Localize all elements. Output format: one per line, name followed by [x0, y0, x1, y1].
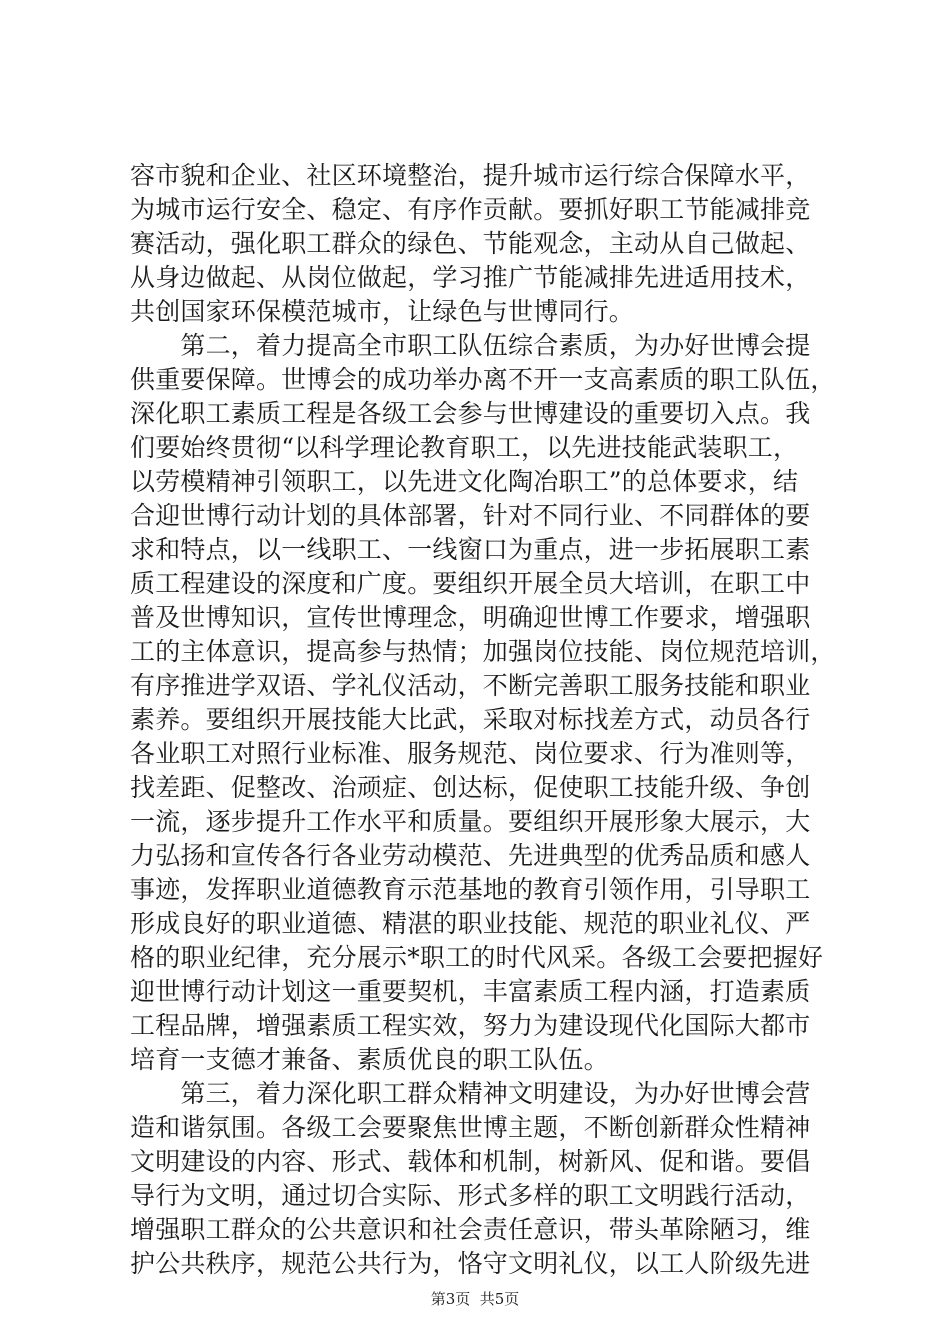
text-line: 从身边做起、从岗位做起，学习推广节能减排先进适用技术，: [130, 263, 811, 292]
document-body: [130, 159, 835, 1281]
text-line: 深化职工素质工程是各级工会参与世博建设的重要切入点。我: [130, 399, 811, 428]
text-line: 容市貌和企业、社区环境整治，提升城市运行综合保障水平，: [130, 161, 811, 190]
text-line: 力弘扬和宣传各行各业劳动模范、先进典型的优秀品质和感人: [130, 841, 811, 870]
text-line: 求和特点，以一线职工、一线窗口为重点，进一步拓展职工素: [130, 535, 811, 564]
text-line: 护公共秩序，规范公共行为，恪守文明礼仪，以工人阶级先进: [130, 1249, 811, 1278]
text-line: 供重要保障。世博会的成功举办离不开一支高素质的职工队伍，: [130, 365, 836, 394]
text-line: 培育一支德才兼备、素质优良的职工队伍。: [130, 1045, 609, 1074]
text-line: 们要始终贯彻“以科学理论教育职工，以先进技能武装职工，: [130, 433, 799, 462]
text-line: 文明建设的内容、形式、载体和机制，树新风、促和谐。要倡: [130, 1147, 811, 1176]
text-line: 第二，着力提高全市职工队伍综合素质，为办好世博会提: [130, 331, 811, 360]
text-line: 合迎世博行动计划的具体部署，针对不同行业、不同群体的要: [130, 501, 811, 530]
text-line: 迎世博行动计划这一重要契机，丰富素质工程内涵，打造素质: [130, 977, 811, 1006]
text-line: 素养。要组织开展技能大比武，采取对标找差方式，动员各行: [130, 705, 811, 734]
text-line: 形成良好的职业道德、精湛的职业技能、规范的职业礼仪、严: [130, 909, 811, 938]
text-line: 共创国家环保模范城市，让绿色与世博同行。: [130, 297, 635, 326]
text-line: 工程品牌，增强素质工程实效，努力为建设现代化国际大都市: [130, 1011, 811, 1040]
text-line: 第三，着力深化职工群众精神文明建设，为办好世博会营: [130, 1079, 811, 1108]
text-line: 事迹，发挥职业道德教育示范基地的教育引领作用，引导职工: [130, 875, 811, 904]
page-footer: 第3页 共5页: [430, 1290, 520, 1308]
text-line: 普及世博知识，宣传世博理念，明确迎世博工作要求，增强职: [130, 603, 811, 632]
text-line: 造和谐氛围。各级工会要聚焦世博主题，不断创新群众性精神: [130, 1113, 811, 1142]
text-line: 导行为文明，通过切合实际、形式多样的职工文明践行活动，: [130, 1181, 811, 1210]
text-line: 各业职工对照行业标准、服务规范、岗位要求、行为准则等，: [130, 739, 811, 768]
text-line: 找差距、促整改、治顽症、创达标，促使职工技能升级、争创: [130, 773, 811, 802]
text-line: 为城市运行安全、稳定、有序作贡献。要抓好职工节能减排竞: [130, 195, 811, 224]
text-line: 质工程建设的深度和广度。要组织开展全员大培训，在职工中: [130, 569, 811, 598]
text-line: 格的职业纪律，充分展示*职工的时代风采。各级工会要把握好: [130, 943, 824, 972]
text-line: 有序推进学双语、学礼仪活动，不断完善职工服务技能和职业: [130, 671, 811, 700]
text-line: 工的主体意识，提高参与热情；加强岗位技能、岗位规范培训，: [130, 637, 836, 666]
text-line: 以劳模精神引领职工，以先进文化陶冶职工”的总体要求，结: [130, 467, 799, 496]
text-line: 增强职工群众的公共意识和社会责任意识，带头革除陋习，维: [130, 1215, 811, 1244]
text-line: 一流，逐步提升工作水平和质量。要组织开展形象大展示，大: [130, 807, 811, 836]
text-line: 赛活动，强化职工群众的绿色、节能观念，主动从自己做起、: [130, 229, 811, 258]
